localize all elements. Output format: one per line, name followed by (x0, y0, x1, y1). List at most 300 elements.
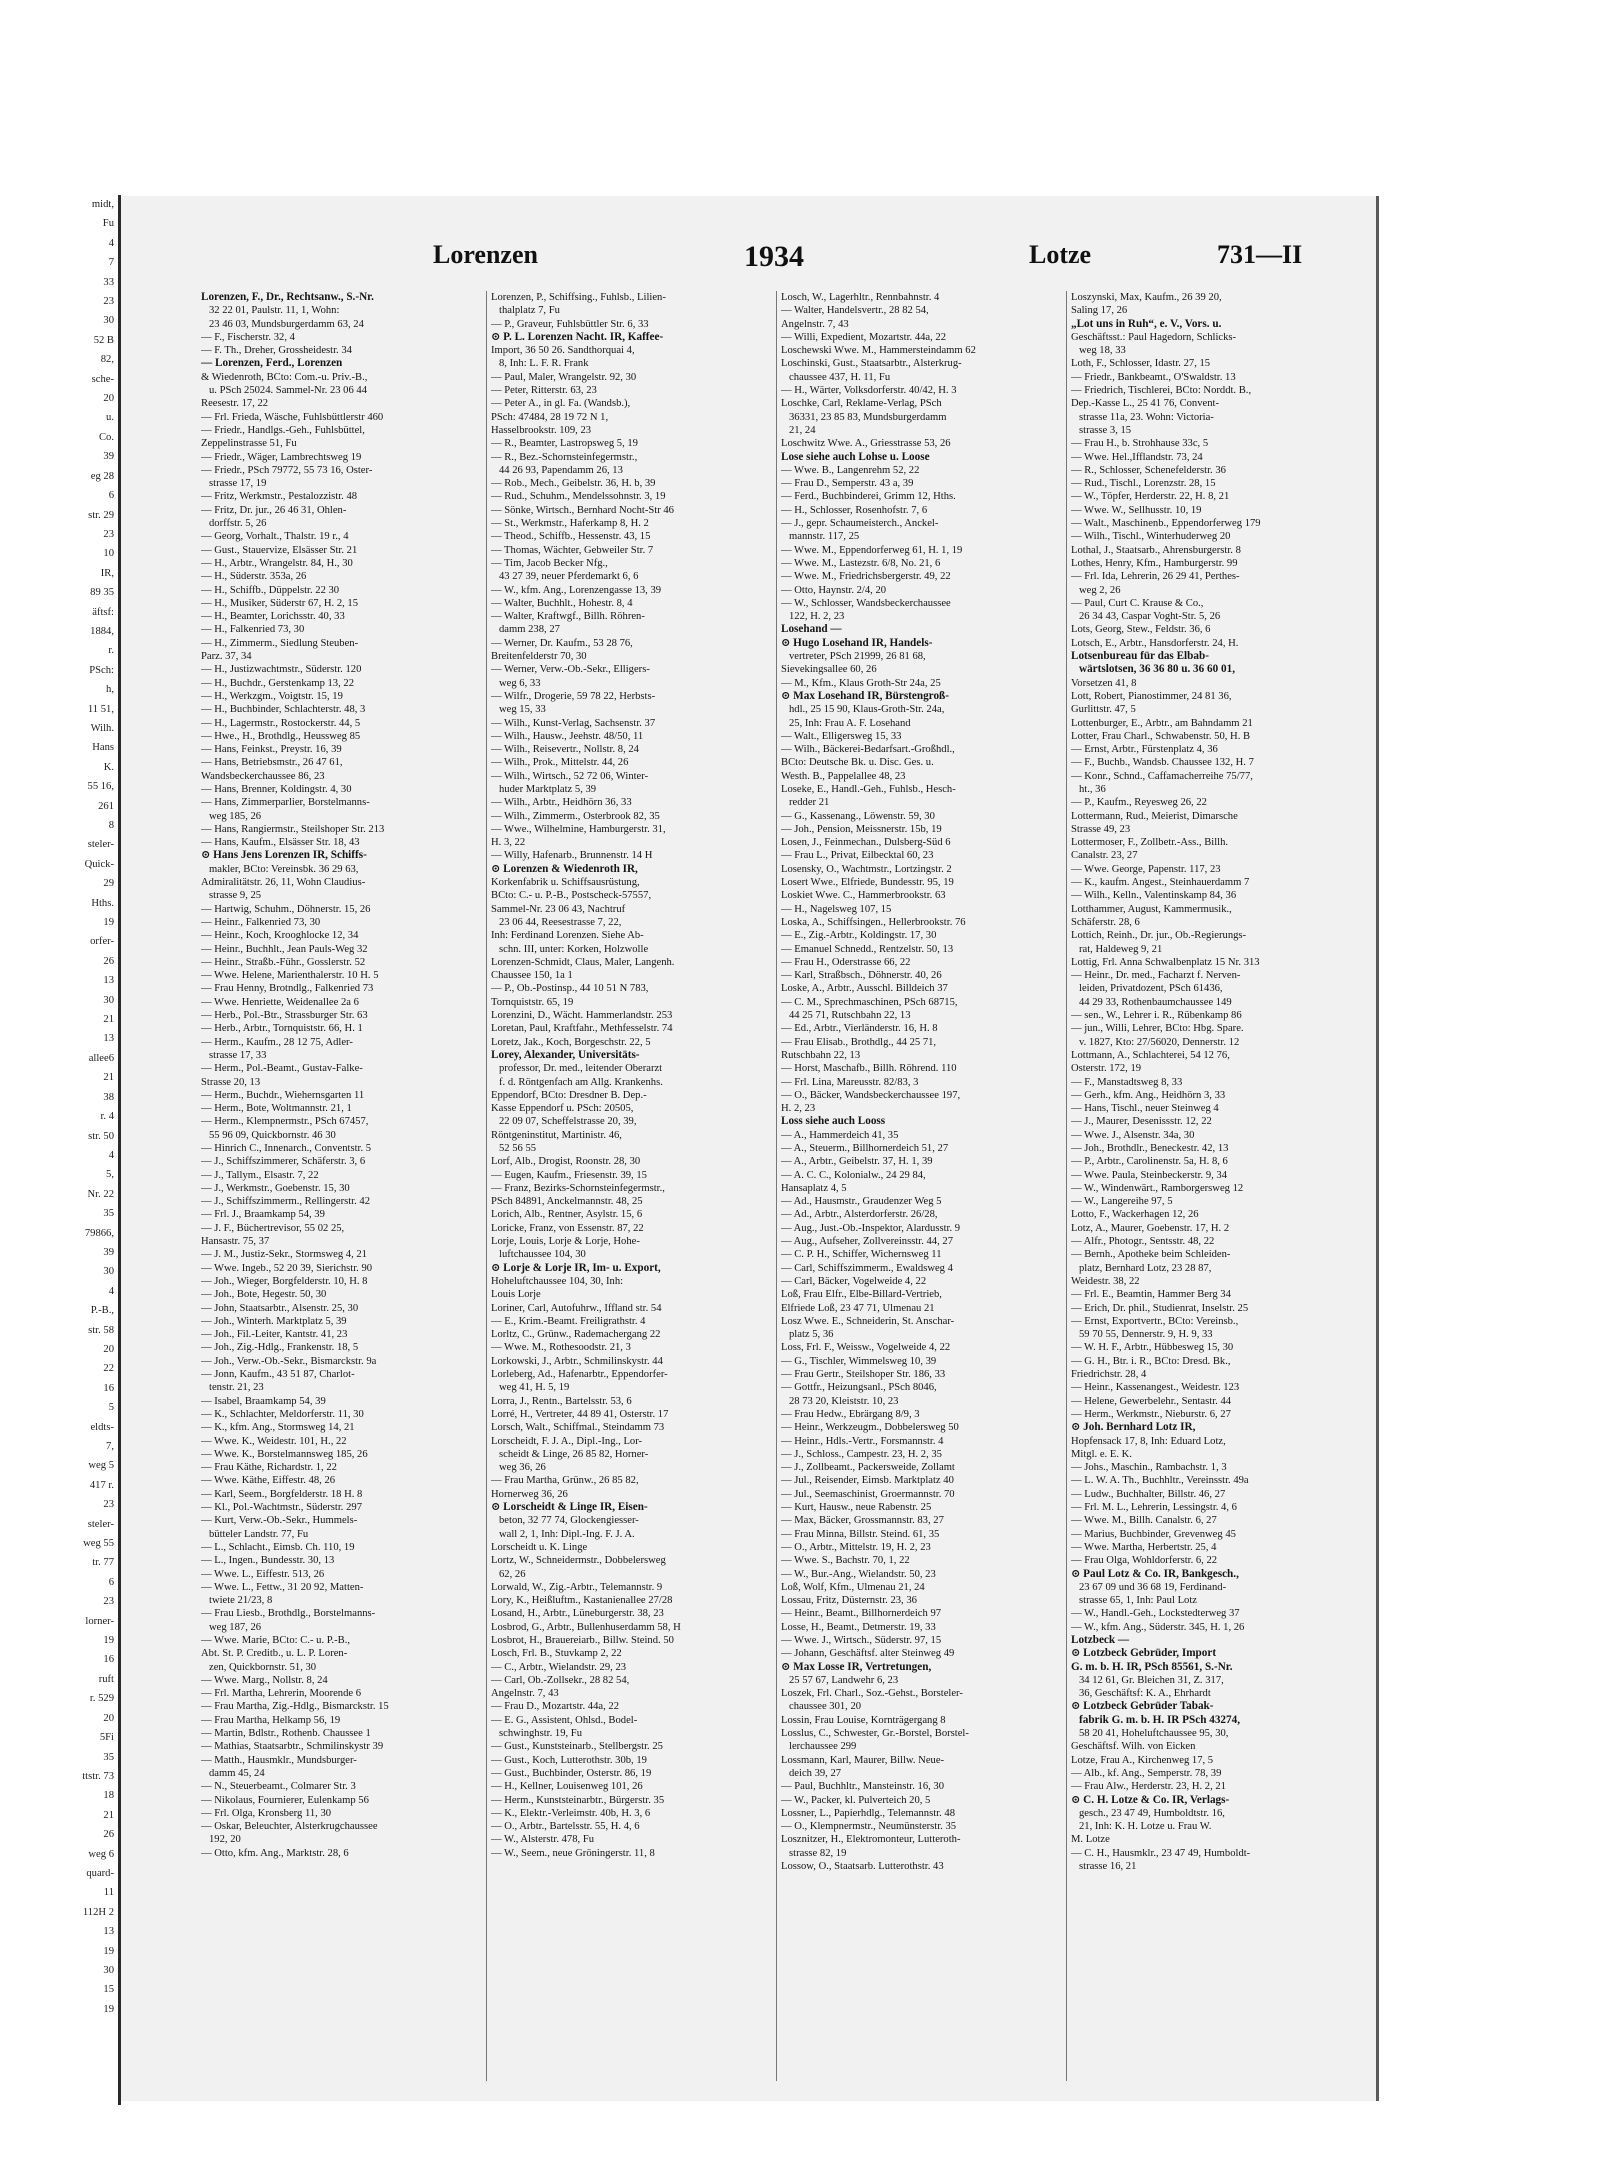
directory-entry: 122, H. 2, 23 (789, 611, 845, 623)
directory-entry: u. PSch 25024. Sammel-Nr. 23 06 44 (209, 385, 368, 397)
directory-entry: — Wwe. M., Lastezstr. 6/8, No. 21, 6 (781, 557, 941, 569)
directory-entry: — Frau Elisab., Brothdlg., 44 25 71, (781, 1036, 937, 1048)
directory-entry: BCto: C.- u. P.-B., Postscheck-57557, (491, 890, 652, 902)
directory-entry: — Aug., Aufseher, Zollvereinsstr. 44, 27 (781, 1236, 953, 1248)
facing-page-text: str. 50 (88, 1130, 114, 1142)
facing-page-text: PSch: (89, 664, 114, 676)
directory-entry: — G., Kassenang., Löwenstr. 59, 30 (781, 810, 935, 822)
directory-entry: — Ferd., Buchbinderei, Grimm 12, Hths. (781, 491, 956, 503)
directory-entry: zen, Quickbornstr. 51, 30 (209, 1661, 317, 1673)
facing-page-text: äftsf: (92, 606, 114, 618)
directory-entry: — P., Kaufm., Reyesweg 26, 22 (1071, 797, 1207, 809)
directory-entry: Lotsch, E., Arbtr., Hansdorferstr. 24, H. (1071, 637, 1239, 649)
directory-entry: — Hans, Feinkst., Preystr. 16, 39 (201, 744, 342, 756)
directory-entry: G. m. b. H. IR, PSch 85561, S.-Nr. (1071, 1660, 1233, 1673)
directory-entry: Loth, F., Schlosser, Idastr. 27, 15 (1071, 358, 1211, 370)
facing-page-text: r. 4 (100, 1111, 114, 1123)
directory-entry: Losert Wwe., Elfriede, Bundesstr. 95, 19 (781, 877, 954, 889)
header-year: 1934 (744, 240, 804, 273)
directory-entry: ⊙ Hugo Losehand IR, Handels- (781, 636, 933, 649)
directory-entry: — W. H. F., Arbtr., Hübbesweg 15, 30 (1071, 1342, 1234, 1354)
directory-entry: — Kurt, Hausw., neue Rabenstr. 25 (781, 1502, 932, 1514)
directory-entry: 23 46 03, Mundsburgerdamm 63, 24 (209, 318, 364, 330)
directory-entry: luftchaussee 104, 30 (499, 1249, 586, 1261)
directory-entry: — Herb., Arbtr., Tornquiststr. 66, H. 1 (201, 1023, 363, 1035)
directory-entry: — Frau Liesb., Brothdlg., Borstelmanns- (201, 1608, 376, 1620)
directory-entry: 62, 26 (499, 1568, 526, 1580)
directory-entry: 21, Inh: K. H. Lotze u. Frau W. (1079, 1821, 1212, 1833)
facing-page-text: tr. 77 (92, 1557, 114, 1569)
directory-entry: — Emanuel Schnedd., Rentzelstr. 50, 13 (781, 943, 954, 955)
facing-page-fragment (0, 195, 118, 2115)
directory-entry: — Wwe. M., Billh. Canalstr. 6, 27 (1071, 1515, 1217, 1527)
directory-entry: chaussee 301, 20 (789, 1701, 862, 1713)
directory-entry: Losznitzer, H., Elektromonteur, Lutteroth- (781, 1834, 961, 1846)
directory-entry: — H., Werkzgm., Voigtstr. 15, 19 (201, 690, 343, 702)
directory-entry: — Joh., Fil.-Leiter, Kantstr. 41, 23 (201, 1329, 348, 1341)
directory-entry: f. d. Röntgenfach am Allg. Krankenhs. (499, 1076, 663, 1088)
directory-entry: Lottenburger, E., Arbtr., am Bahndamm 21 (1071, 717, 1253, 729)
facing-page-text: allee6 (88, 1052, 114, 1064)
directory-entry: — Peter, Ritterstr. 63, 23 (491, 385, 597, 397)
directory-entry: schn. III, unter: Korken, Holzwolle (499, 943, 649, 955)
facing-page-text: h, (106, 684, 114, 696)
directory-entry: — W., Seem., neue Gröningerstr. 11, 8 (491, 1847, 655, 1859)
directory-entry: — Frau L., Privat, Eilbecktal 60, 23 (781, 850, 934, 862)
directory-entry: Lotzbeck — (1071, 1633, 1130, 1646)
facing-page-text: 82, (100, 354, 114, 366)
directory-entry: wärtslotsen, 36 36 80 u. 36 60 01, (1079, 663, 1236, 676)
facing-page-text: midt, (91, 199, 114, 210)
directory-entry: — Friedr., Handlgs.-Geh., Fuhlsbüttel, (201, 424, 365, 436)
facing-page-text: 19 (103, 1945, 114, 1957)
facing-page-text: K. (103, 761, 114, 773)
directory-entry: — Jul., Seemaschinist, Groermannstr. 70 (781, 1488, 955, 1500)
directory-entry: 34 12 61, Gr. Bleichen 31, Z. 317, (1079, 1674, 1224, 1686)
directory-entry: — Kl., Pol.-Wachtmstr., Süderstr. 297 (201, 1502, 362, 1514)
directory-entry: Röntgeninstitut, Martinistr. 46, (491, 1129, 622, 1141)
column-4 (1071, 291, 1351, 2081)
directory-entry: Hansastr. 75, 37 (201, 1236, 270, 1248)
facing-page-text: ttstr. 73 (82, 1770, 114, 1782)
directory-entry: — O., Bäcker, Wandsbeckerchaussee 197, (781, 1089, 961, 1101)
directory-entry: — W., kfm. Ang., Lorenzengasse 13, 39 (491, 584, 662, 596)
directory-entry: — Otto, kfm. Ang., Marktstr. 28, 6 (201, 1847, 349, 1859)
facing-page-text: 30 (103, 994, 114, 1006)
directory-page (121, 196, 1379, 2101)
directory-entry: — Gust., Koch, Lutterothstr. 30b, 19 (491, 1754, 647, 1766)
facing-page-text: 417 r. (89, 1479, 114, 1491)
facing-page-text: 13 (103, 1033, 114, 1045)
facing-page-text: 23 (103, 528, 114, 540)
directory-entry: — Gerh., kfm. Ang., Heidhörn 3, 33 (1071, 1089, 1226, 1101)
directory-entry: chaussee 437, H. 11, Fu (789, 371, 891, 383)
directory-entry: Angelnstr. 7, 43 (491, 1688, 559, 1700)
directory-entry: Geschäftsst.: Paul Hagedorn, Schlicks- (1071, 331, 1237, 343)
directory-entry: Lottermann, Rud., Meierist, Dimarsche (1071, 810, 1238, 822)
directory-entry: — Frl. Frieda, Wäsche, Fuhlsbüttlerstr 460 (201, 411, 384, 423)
directory-entry: — W., Windenwärt., Ramborgersweg 12 (1071, 1182, 1244, 1194)
directory-entry: 58 20 41, Hoheluftchaussee 95, 30, (1079, 1728, 1229, 1740)
directory-entry: dorffstr. 5, 26 (209, 518, 267, 530)
directory-entry: — sen., W., Lehrer i. R., Rübenkamp 86 (1071, 1010, 1242, 1022)
directory-entry: Hornerweg 36, 26 (491, 1488, 568, 1500)
directory-entry: — Joh., Brothdlr., Beneckestr. 42, 13 (1071, 1143, 1229, 1154)
directory-entry: — Herm., Werkmstr., Nieburstr. 6, 27 (1071, 1408, 1231, 1420)
directory-entry: — Herm., Kaufm., 28 12 75, Adler- (201, 1036, 353, 1048)
directory-entry: Abt. St. P. Creditb., u. L. P. Loren- (201, 1648, 348, 1660)
directory-entry: — Heinr., Koch, Krooghlocke 12, 34 (201, 930, 359, 942)
header-right-keyword: Lotze (1029, 240, 1092, 269)
facing-page-text: 19 (103, 2003, 114, 2015)
directory-entry: — H., Schiffb., Düppelstr. 22 30 (201, 584, 340, 596)
directory-entry: — Ed., Arbtr., Vierländerstr. 16, H. 8 (781, 1023, 938, 1035)
facing-page-text: 4 (108, 1149, 114, 1161)
directory-entry: Geschäftsf. Wilh. von Eicken (1071, 1741, 1196, 1753)
directory-entry: Weidestr. 38, 22 (1071, 1275, 1140, 1287)
directory-entry: — H., Wärter, Volksdorferstr. 40/42, H. 3 (781, 385, 957, 397)
facing-page-text: 39 (103, 451, 114, 463)
directory-entry: — W., Alsterstr. 478, Fu (491, 1834, 595, 1846)
directory-entry: Strasse 49, 23 (1071, 823, 1131, 835)
column-divider (1066, 291, 1067, 2081)
directory-entry: Kasse Eppendorf u. PSch: 20505, (491, 1103, 634, 1115)
directory-entry: — Friedr., Wäger, Lambrechtsweg 19 (201, 451, 362, 463)
directory-entry: — Joh., Verw.-Ob.-Sekr., Bismarckstr. 9a (201, 1355, 377, 1367)
directory-entry: — Herm., Klempnermstr., PSch 67457, (201, 1116, 369, 1128)
directory-entry: — H., Justizwachtmstr., Süderstr. 120 (201, 664, 362, 676)
directory-entry: — Frau Martha, Grünw., 26 85 82, (491, 1475, 639, 1487)
directory-entry: — Hans, Rangiermstr., Steilshoper Str. 213 (201, 823, 385, 835)
directory-entry: — Heinr., Hdls.-Vertr., Forsmannstr. 4 (781, 1435, 944, 1447)
facing-page-text: 1884, (90, 625, 114, 637)
directory-entry: — H., Musiker, Süderstr 67, H. 2, 15 (201, 597, 359, 609)
directory-entry: — Franz, Bezirks-Schornsteinfegermstr., (491, 1182, 665, 1194)
directory-entry: — A., Arbtr., Geibelstr. 37, H. 1, 39 (781, 1156, 933, 1168)
directory-entry: — Hans, Zimmerparlier, Borstelmanns- (201, 797, 370, 809)
directory-entry: — Joh., Bote, Hegestr. 50, 30 (201, 1289, 327, 1301)
directory-entry: thalplatz 7, Fu (499, 305, 560, 317)
directory-entry: — Jonn, Kaufm., 43 51 87, Charlot- (201, 1369, 355, 1381)
facing-page-text: 19 (103, 917, 114, 929)
directory-entry: Lorenzen, F., Dr., Rechtsanw., S.-Nr. (201, 291, 374, 303)
directory-entry: — Wilh., Kelln., Valentinskamp 84, 36 (1071, 890, 1237, 902)
directory-entry: — Joh., Pension, Meissnerstr. 15b, 19 (781, 823, 942, 835)
directory-entry: — J., Zollbeamt., Packersweide, Zollamt (781, 1462, 955, 1474)
directory-entry: — Ernst, Arbtr., Fürstenplatz 4, 36 (1071, 744, 1218, 756)
directory-entry: lerchaussee 299 (789, 1741, 857, 1753)
directory-entry: Lottmann, A., Schlachterei, 54 12 76, (1071, 1049, 1230, 1061)
directory-entry: Rutschbahn 22, 13 (781, 1049, 861, 1061)
directory-entry: — Wwe. George, Papenstr. 117, 23 (1071, 863, 1221, 875)
directory-entry: — Hans, Tischl., neuer Steinweg 4 (1071, 1103, 1219, 1115)
directory-entry: strasse 9, 25 (209, 890, 262, 902)
facing-page-text: 7, (106, 1441, 114, 1452)
directory-entry: Loszynski, Max, Kaufm., 26 39 20, (1071, 292, 1222, 303)
directory-entry: — J. M., Justiz-Sekr., Stormsweg 4, 21 (201, 1249, 367, 1261)
directory-entry: Lorré, H., Vertreter, 44 89 41, Osterstr. 17 (491, 1408, 669, 1420)
directory-entry: ⊙ Paul Lotz & Co. IR, Bankgesch., (1071, 1567, 1239, 1580)
directory-entry: — Martin, Bdlstr., Rothenb. Chaussee 1 (201, 1728, 371, 1740)
directory-entry: 55 96 09, Quickbornstr. 46 30 (209, 1129, 336, 1141)
directory-entry: Loß, Wolf, Kfm., Ulmenau 21, 24 (781, 1581, 925, 1593)
directory-entry: — Wwe. M., Friedrichsbergerstr. 49, 22 (781, 571, 951, 583)
facing-page-text: 5, (106, 1169, 114, 1181)
directory-entry: Lotz, A., Maurer, Goebenstr. 17, H. 2 (1071, 1222, 1230, 1234)
facing-page-text: 29 (103, 878, 114, 890)
directory-entry: — Wwe. M., Rothesoodstr. 21, 3 (491, 1342, 631, 1354)
directory-entry: — H., Süderstr. 353a, 26 (201, 571, 307, 583)
facing-page-text: Co. (98, 431, 114, 443)
directory-entry: weg 15, 33 (499, 704, 546, 716)
directory-entry: strasse 17, 19 (209, 478, 267, 490)
directory-entry: Hopfensack 17, 8, Inh: Eduard Lotz, (1071, 1435, 1226, 1447)
directory-entry: — Frau Martha, Helkamp 56, 19 (201, 1714, 341, 1726)
directory-entry: ⊙ Max Losehand IR, Bürstengroß- (781, 689, 949, 702)
directory-entry: — Carl, Schiffszimmerm., Ewaldsweg 4 (781, 1262, 953, 1274)
directory-entry: — Hwe., H., Brothdlg., Heussweg 85 (201, 730, 361, 742)
column-2 (491, 291, 771, 2081)
directory-entry: — N., Steuerbeamt., Colmarer Str. 3 (201, 1781, 356, 1793)
directory-entry: — P., Ob.-Postinsp., 44 10 51 N 783, (491, 983, 649, 995)
directory-entry: — Walter, Handelsvertr., 28 82 54, (781, 305, 929, 317)
directory-entry: Lorwald, W., Zig.-Arbtr., Telemannstr. 9 (491, 1581, 663, 1593)
facing-page-text: 4 (108, 1285, 114, 1297)
directory-entry: — Wwe. S., Bachstr. 70, 1, 22 (781, 1555, 910, 1567)
directory-entry: — Walt., Elligersweg 15, 33 (781, 730, 902, 742)
directory-entry: — Gust., Kunststeinarb., Stellbergstr. 25 (491, 1741, 663, 1753)
directory-entry: — Rud., Tischl., Lorenzstr. 28, 15 (1071, 478, 1216, 490)
directory-entry: twiete 21/23, 8 (209, 1595, 273, 1607)
directory-entry: — Friedr., Bankbeamt., O'Swaldstr. 13 (1071, 371, 1236, 383)
directory-entry: Lorkowski, J., Arbtr., Schmilinskystr. 44 (491, 1355, 663, 1367)
directory-entry: — A. C. C., Kolonialw., 24 29 84, (781, 1169, 926, 1181)
directory-entry: 28 73 20, Kleiststr. 10, 23 (789, 1395, 899, 1407)
directory-entry: Mitgl. e. E. K. (1071, 1448, 1132, 1460)
directory-entry: leiden, Privatdozent, PSch 61436, (1079, 983, 1223, 995)
directory-entry: — H., Lagermstr., Rostockerstr. 44, 5 (201, 717, 361, 729)
directory-entry: Lorscheidt u. K. Linge (491, 1541, 588, 1553)
directory-entry: — F., Buchb., Wandsb. Chaussee 132, H. 7 (1071, 757, 1254, 769)
directory-entry: Lorich, Alb., Rentner, Asylstr. 15, 6 (491, 1209, 643, 1221)
directory-entry: weg 41, H. 5, 19 (499, 1382, 570, 1394)
column-divider (486, 291, 487, 2081)
facing-page-text: 18 (103, 1790, 114, 1802)
directory-entry: redder 21 (789, 797, 830, 809)
directory-entry: — Wwe. Marg., Nollstr. 8, 24 (201, 1674, 328, 1686)
facing-page-text: Hans (92, 742, 114, 754)
directory-entry: — Heinr., Dr. med., Facharzt f. Nerven- (1071, 970, 1241, 982)
facing-page-text: 16 (103, 1382, 114, 1394)
directory-entry: Strasse 20, 13 (201, 1076, 261, 1088)
directory-entry: — Lorenzen, Ferd., Lorenzen (201, 357, 343, 370)
directory-entry: — Oskar, Beleuchter, Alsterkrugchaussee (201, 1821, 378, 1833)
directory-entry: — J., gepr. Schaumeisterch., Anckel- (781, 518, 939, 530)
directory-entry: Losbrot, H., Brauereiarb., Billw. Steind. 50 (491, 1634, 674, 1646)
directory-entry: — Wilh., Tischl., Winterhuderweg 20 (1071, 531, 1231, 543)
directory-entry: Losch, Frl. B., Stuvkamp 2, 22 (491, 1648, 622, 1660)
directory-entry: — Ernst, Exportvertr., BCto: Vereinsb., (1071, 1315, 1239, 1327)
directory-entry: rat, Haldeweg 9, 21 (1079, 943, 1163, 955)
directory-entry: — Tim, Jacob Becker Nfg., (491, 557, 608, 569)
directory-entry: — H., Buchbinder, Schlachterstr. 48, 3 (201, 704, 366, 716)
directory-entry: — C. M., Sprechmaschinen, PSch 68715, (781, 996, 958, 1008)
directory-entry: — Wilh., Arbtr., Heidhörn 36, 33 (491, 797, 632, 809)
facing-page-text: 20 (103, 1343, 114, 1355)
directory-entry: — Frau Henny, Brotndlg., Falkenried 73 (201, 983, 374, 995)
directory-entry: — Rud., Schuhm., Mendelssohnstr. 3, 19 (491, 491, 666, 503)
directory-entry: strasse 11a, 23. Wohn: Victoria- (1079, 411, 1214, 423)
directory-entry: — Marius, Buchbinder, Grevenweg 45 (1071, 1528, 1236, 1540)
facing-page-text: 4 (108, 237, 114, 249)
facing-page-text: 55 16, (87, 781, 114, 793)
directory-entry: — Mathias, Staatsarbtr., Schmilinskystr 39 (201, 1741, 384, 1753)
facing-page-text: 8 (108, 820, 114, 831)
directory-entry: — Herm., Bote, Woltmannstr. 21, 1 (201, 1103, 352, 1115)
directory-entry: Breitenfelderstr 70, 30 (491, 651, 587, 663)
page-number: 731—II (1217, 240, 1303, 269)
facing-page-text: 30 (103, 1964, 114, 1976)
directory-entry: weg 185, 26 (209, 810, 262, 822)
directory-entry: — Wwe. M., Eppendorferweg 61, H. 1, 19 (781, 544, 963, 556)
directory-entry: Parz. 37, 34 (201, 651, 252, 663)
directory-entry: Loss siehe auch Looss (781, 1115, 886, 1128)
facing-page-text: 15 (103, 1984, 114, 1996)
directory-entry: Loszek, Frl. Charl., Soz.-Gehst., Borsteler- (781, 1688, 963, 1700)
directory-entry: strasse 65, 1, Inh: Paul Lotz (1079, 1595, 1197, 1607)
directory-entry: Eppendorf, BCto: Dresdner B. Dep.- (491, 1089, 647, 1101)
facing-page-text: Wilh. (90, 722, 114, 734)
facing-page-text: Nr. 22 (87, 1188, 114, 1200)
directory-entry: — Max, Bäcker, Grossmannstr. 83, 27 (781, 1515, 944, 1527)
directory-entry: — Frau D., Mozartstr. 44a, 22 (491, 1701, 619, 1713)
header-left-keyword: Lorenzen (433, 240, 538, 269)
directory-entry: strasse 16, 21 (1079, 1861, 1137, 1873)
directory-entry: 8, Inh: L. F. R. Frank (499, 358, 589, 370)
directory-entry: huder Marktplatz 5, 39 (499, 783, 597, 795)
directory-entry: v. 1827, Kto: 27/56020, Dennerstr. 12 (1079, 1036, 1240, 1048)
directory-entry: — H., Buchdr., Gerstenkamp 13, 22 (201, 677, 354, 689)
directory-entry: — Hans, Kaufm., Elsässer Str. 18, 43 (201, 837, 360, 849)
directory-entry: Lottermoser, F., Zollbetr.-Ass., Billh. (1071, 837, 1229, 849)
directory-entry: — Eugen, Kaufm., Friesenstr. 39, 15 (491, 1169, 647, 1181)
directory-entry: H. 3, 22 (491, 837, 526, 849)
facing-page-text: 38 (103, 1091, 114, 1103)
directory-entry: Losensky, O., Wachtmstr., Lortzingstr. 2 (781, 863, 952, 875)
facing-page-text: 5Fi (99, 1732, 114, 1744)
directory-entry: — Jul., Reisender, Eimsb. Marktplatz 40 (781, 1475, 954, 1487)
directory-entry: — Johann, Geschäftsf. alter Steinweg 49 (781, 1648, 955, 1660)
facing-page-text: 23 (103, 296, 114, 308)
directory-entry: Lorey, Alexander, Universitäts- (491, 1048, 640, 1061)
directory-entry: — Helene, Gewerbelehr., Sentastr. 44 (1071, 1395, 1232, 1407)
facing-page-text: weg 6 (88, 1848, 114, 1860)
directory-entry: — R., Bez.-Schornsteinfegermstr., (491, 451, 638, 463)
directory-entry: Loske, A., Arbtr., Ausschl. Billdeich 37 (781, 983, 948, 995)
directory-entry: — P., Arbtr., Carolinenstr. 5a, H. 8, 6 (1071, 1156, 1228, 1168)
directory-entry: — Isabel, Braamkamp 54, 39 (201, 1395, 326, 1407)
directory-entry: Losch, W., Lagerhltr., Rennbahnstr. 4 (781, 292, 940, 303)
directory-entry: Lothal, J., Staatsarb., Ahrensburgerstr. 8 (1071, 544, 1241, 556)
directory-entry: PSch 84891, Anckelmannstr. 48, 25 (491, 1196, 643, 1208)
directory-entry: & Wiedenroth, BCto: Com.-u. Priv.-B., (201, 371, 368, 383)
directory-entry: — C. P. H., Schiffer, Wichernsweg 11 (781, 1249, 942, 1261)
directory-entry: — John, Staatsarbtr., Alsenstr. 25, 30 (201, 1302, 359, 1314)
directory-entry: — Kurt, Verw.-Ob.-Sekr., Hummels- (201, 1515, 358, 1527)
facing-page-text: 6 (108, 1576, 114, 1588)
directory-entry: Losehand — (781, 623, 842, 636)
directory-entry: — L., Ingen., Bundesstr. 30, 13 (201, 1555, 335, 1567)
directory-entry: — Heinr., Buchhlt., Jean Pauls-Weg 32 (201, 943, 368, 955)
directory-entry: — Thomas, Wächter, Gebweiler Str. 7 (491, 544, 654, 556)
directory-entry: — J., Schloss., Campestr. 23, H. 2, 35 (781, 1448, 942, 1460)
directory-entry: — Frau Olga, Wohldorferstr. 6, 22 (1071, 1555, 1218, 1567)
directory-entry: makler, BCto: Vereinsbk. 36 29 63, (209, 863, 359, 875)
directory-entry: tenstr. 21, 23 (209, 1382, 264, 1394)
directory-entry: — K., kfm. Ang., Stormsweg 14, 21 (201, 1422, 355, 1434)
directory-entry: Lorenzen-Schmidt, Claus, Maler, Langenh. (491, 956, 675, 968)
directory-entry: Lorje, Louis, Lorje & Lorje, Hohe- (491, 1236, 640, 1248)
directory-entry: — Herm., Kunststeinarbtr., Bürgerstr. 35 (491, 1794, 665, 1806)
directory-entry: — Wwe. J., Wirtsch., Süderstr. 97, 15 (781, 1634, 942, 1646)
facing-page-text: weg 55 (83, 1538, 114, 1550)
directory-entry: — A., Steuerm., Billhornerdeich 51, 27 (781, 1143, 949, 1154)
directory-entry: — H., Beamter, Lorichsstr. 40, 33 (201, 611, 345, 623)
directory-entry: — Herm., Pol.-Beamt., Gustav-Falke- (201, 1063, 363, 1075)
directory-entry: Vorsetzen 41, 8 (1071, 677, 1137, 689)
directory-entry: — Fritz, Werkmstr., Pestalozzistr. 48 (201, 491, 358, 503)
directory-entry: — Bernh., Apotheke beim Schleiden- (1071, 1249, 1231, 1261)
directory-entry: — Wwe. W., Sellhusstr. 10, 19 (1071, 504, 1202, 516)
directory-entry: ⊙ P. L. Lorenzen Nacht. IR, Kaffee- (491, 330, 664, 343)
directory-entry: Lossner, L., Papierhdlg., Telemannstr. 48 (781, 1807, 955, 1819)
column-divider (776, 291, 777, 2081)
directory-entry: — W., Schlosser, Wandsbeckerchaussee (781, 597, 951, 609)
facing-page-text: 26 (103, 1829, 114, 1841)
directory-entry: wall 2, 1, Inh: Dipl.-Ing. F. J. A. (499, 1528, 635, 1540)
directory-entry: — C., Arbtr., Wielandstr. 29, 23 (491, 1661, 627, 1673)
directory-entry: — J., Werkmstr., Goebenstr. 15, 30 (201, 1182, 350, 1194)
directory-entry: — Wilh., Reisevertr., Nollstr. 8, 24 (491, 744, 639, 756)
facing-page-text: 23 (103, 1499, 114, 1511)
facing-page-text: 30 (103, 315, 114, 327)
directory-entry: Zeppelinstrasse 51, Fu (201, 438, 297, 450)
directory-entry: Hansaplatz 4, 5 (781, 1182, 847, 1194)
directory-entry: — W., Töpfer, Herderstr. 22, H. 8, 21 (1071, 491, 1230, 503)
directory-entry: — Horst, Maschafb., Billh. Röhrend. 110 (781, 1063, 957, 1075)
directory-entry: — Frau H., Oderstrasse 66, 22 (781, 956, 911, 968)
directory-entry: ⊙ Joh. Bernhard Lotz IR, (1071, 1421, 1196, 1434)
directory-entry: Admiralitätstr. 26, 11, Wohn Claudius- (201, 877, 366, 889)
directory-entry: mannstr. 117, 25 (789, 531, 860, 543)
directory-entry: Sievekingsallee 60, 26 (781, 664, 877, 676)
directory-entry: — Frl. Martha, Lehrerin, Moorende 6 (201, 1688, 362, 1700)
directory-entry: — Wwe. Hel.,Ifflandstr. 73, 24 (1071, 451, 1203, 463)
directory-entry: Losse, H., Beamt., Detmerstr. 19, 33 (781, 1621, 936, 1633)
directory-entry: — Hinrich C., Innenarch., Conventstr. 5 (201, 1143, 372, 1154)
directory-entry: Loschke, Carl, Reklame-Verlag, PSch (781, 398, 942, 410)
facing-page-text: 13 (103, 1926, 114, 1938)
facing-page-text: 16 (103, 1654, 114, 1666)
directory-entry: — C. H., Hausmklr., 23 47 49, Humboldt- (1071, 1847, 1251, 1859)
directory-entry: ⊙ Lorenzen & Wiedenroth IR, (491, 862, 638, 875)
directory-entry: 52 56 55 (499, 1143, 537, 1154)
directory-entry: — Matth., Hausmklr., Mundsburger- (201, 1754, 357, 1766)
directory-entry: vertreter, PSch 21999, 26 81 68, (789, 651, 926, 663)
facing-page-text: weg 5 (88, 1460, 114, 1472)
directory-entry: Loriner, Carl, Autofuhrw., Iffland str. 54 (491, 1302, 662, 1314)
directory-entry: „Lot uns in Ruh“, e. V., Vors. u. (1071, 317, 1222, 330)
